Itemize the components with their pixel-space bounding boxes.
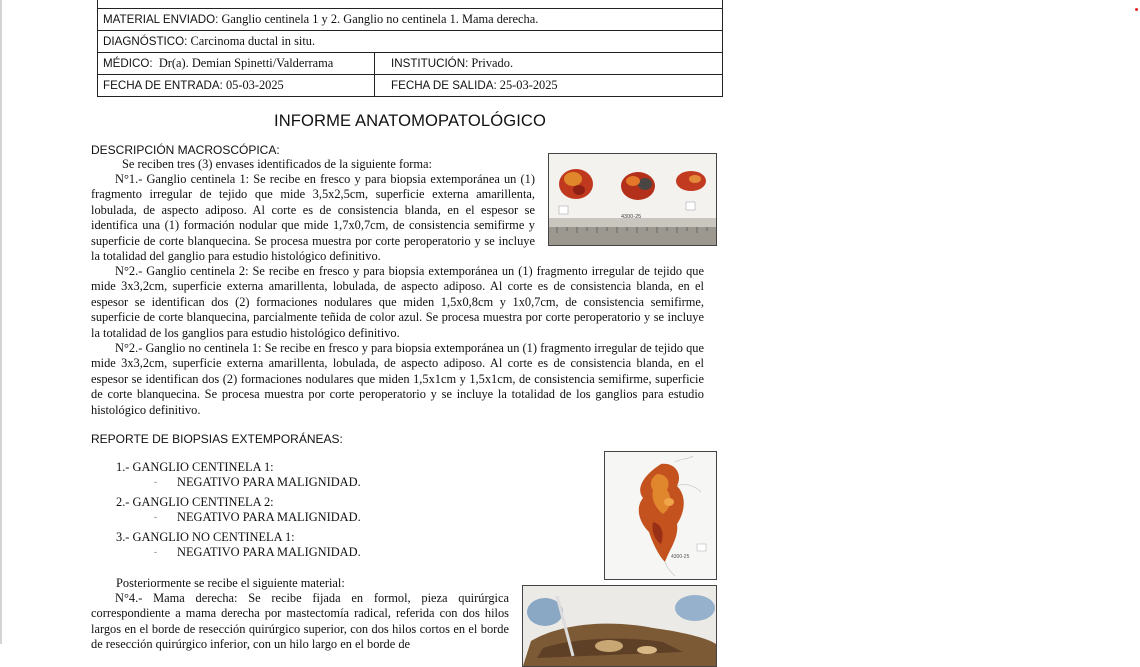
page-left-border (0, 0, 2, 644)
entrada-label: FECHA DE ENTRADA: (103, 79, 223, 92)
header-row-material (98, 9, 723, 31)
macro-heading: DESCRIPCIÓN MACROSCÓPICA: (91, 143, 280, 157)
bullet-dash-icon: - (154, 547, 157, 557)
salida-value: 25-03-2025 (499, 78, 558, 92)
institucion-label: INSTITUCIÓN: (391, 57, 469, 70)
header-row-medico (98, 53, 723, 75)
header-row-diagnostico (98, 31, 723, 53)
diagnostico-label: DIAGNÓSTICO: (103, 35, 188, 48)
biopsy-1-name: 1.- GANGLIO CENTINELA 1: (116, 460, 274, 474)
report-title: INFORME ANATOMOPATOLÓGICO (273, 111, 547, 130)
header-row-fechas (98, 75, 723, 97)
biopsy-item-3 (116, 530, 361, 559)
specimen-1-photo (548, 153, 717, 246)
bullet-dash-icon: - (154, 512, 157, 522)
specimen-3-description: N°2.- Ganglio no centinela 1: Se recibe en fresco y para biopsia extemporánea un (1) fragmento irregular de tejido que mide 3x3,2cm, superficie externa amarillenta, lobulada, de aspecto adiposo. Al corte es de consistencia blanda, en el espesor se identifican dos (2) formaciones nodulares que miden 1,5x1cm y 1,5x1cm, de consistencia semifirme, superficie de corte blanquecina. Se procesa muestra por corte peroperatorio y se incluye la totalidad de los ganglios para estudio histológico definitivo. (91, 341, 704, 417)
specimen-1-description: N°1.- Ganglio centinela 1: Se recibe en fresco y para biopsia extemporánea un (1) fragmento irregular de tejido que mide 3,5x2,5cm, superficie externa amarillenta, lobulada, de aspecto adiposo. Al corte es de consistencia blanda, en el espesor se identifica una (1) formación nodular que mide 1,7x0,7cm, de consistencia semifirme y superficie de corte blanquecina. Se procesa muestra por corte peroperatorio y se incluye la totalidad del ganglio para estudio histológico definitivo. (91, 172, 535, 264)
entrada-value: 05-03-2025 (225, 78, 284, 92)
material-value: Ganglio centinela 1 y 2. Ganglio no centinela 1. Mama derecha. (221, 12, 539, 26)
specimen-4-photo (522, 585, 717, 667)
biopsy-item-1 (116, 460, 361, 489)
material-label: MATERIAL ENVIADO: (103, 13, 219, 26)
diagnostico-value: Carcinoma ductal in situ. (190, 34, 316, 48)
biopsy-heading: REPORTE DE BIOPSIAS EXTEMPORÁNEAS: (91, 432, 343, 446)
specimen-2-photo (604, 451, 717, 580)
biopsy-item-2 (116, 495, 361, 524)
red-marker-dot (1135, 8, 1138, 11)
macro-intro: Se reciben tres (3) envases identificados de la siguiente forma: (122, 157, 432, 171)
specimen-4-description: N°4.- Mama derecha: Se recibe fijada en formol, pieza quirúrgica correspondiente a mama derecha por mastectomía radical, referida con dos hilos largos en el borde de resección quirúrgico superior, con dos hilos cortos en el borde de resección quirúrgico inferior, con un hilo largo en el borde de (91, 591, 509, 652)
biopsy-1-result: NEGATIVO PARA MALIGNIDAD. (177, 475, 361, 489)
salida-label: FECHA DE SALIDA: (391, 79, 497, 92)
biopsy-3-name: 3.- GANGLIO NO CENTINELA 1: (116, 530, 295, 544)
bullet-dash-icon: - (154, 477, 157, 487)
biopsy-3-result: NEGATIVO PARA MALIGNIDAD. (177, 545, 361, 559)
patient-header-table (97, 0, 723, 97)
biopsy-2-name: 2.- GANGLIO CENTINELA 2: (116, 495, 274, 509)
header-row-cutoff (98, 0, 723, 9)
institucion-value: Privado. (471, 56, 514, 70)
specimen-2-label: 4300-25 (671, 554, 690, 560)
specimen-2-description: N°2.- Ganglio centinela 2: Se recibe en fresco y para biopsia extemporánea un (1) fragmento irregular de tejido que mide 3x3,2cm, superficie externa amarillenta, lobulada, de aspecto adiposo. Al corte es de consistencia blanda, en el espesor se identifican dos (2) formaciones nodulares que miden 1,5x0,8cm y 1x0,7cm, de consistencia semifirme, superficie de corte blanquecina, parcialmente teñida de color azul. Se procesa muestra por corte peroperatorio y se incluye la totalidad de los ganglios para estudio histológico definitivo. (91, 264, 704, 340)
medico-label: MÉDICO: (103, 57, 153, 70)
biopsy-2-result: NEGATIVO PARA MALIGNIDAD. (177, 510, 361, 524)
medico-value: Dr(a). Demian Spinetti/Valderrama (158, 56, 334, 70)
post-intro: Posteriormente se recibe el siguiente material: (116, 576, 345, 590)
specimen-1-label: 4300-25 (621, 214, 642, 220)
